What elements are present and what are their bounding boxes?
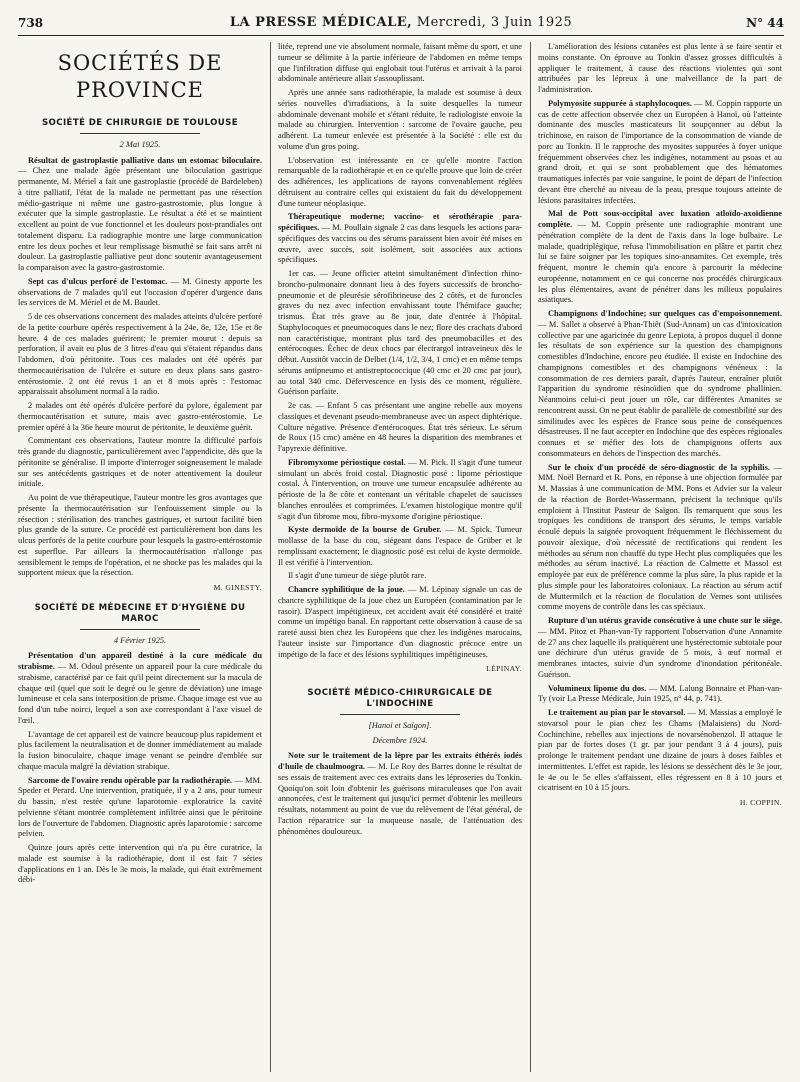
paragraph (538, 616, 782, 681)
issue-number: N° 44 (746, 16, 784, 30)
article-text: — M. Spick. Tumeur mollasse de la base du cou, siégeant dans l'espace de Grüber et le remplissant exactement; le diagnostic posé est celui de kyste dermoïde. Il est vérifié à l'intervention. (278, 525, 522, 567)
paragraph (278, 212, 522, 266)
paragraph (538, 463, 782, 614)
paragraph: L'observation est intéressante en ce qu'elle montre l'action remarquable de la radiothérapie et en ce qu'elle prouve que loin de créer des adhérences, les applications de rayons convenablement réglées détruisent au contraire celles qui existaient du fait du développement d'une tumeur néoplasique. (278, 155, 522, 208)
society-place: [Hanoï et Saïgon]. (368, 720, 432, 730)
signature: LÉPINAY. (486, 664, 522, 674)
paragraph (278, 525, 522, 568)
paragraph: 5 de ces observations concernent des malades atteints d'ulcère perforé de la petite courbure opérés respectivement à la 24e, 8e, 12e, 15e et 8e heure. 4 de ces malades guérirent; le premier mourut : depuis sa perforation, il avait eu plus de 3 litres d'eau qui s'étaient répandus dans l'abdomen, d'où péritonite. Tous ces malades ont été opérés par thermocautérisation de l'ulcère et suture en deux plans sans gastro-entérostomie. 2 ont été revus 1 an et 8 mois après : l'estomac apparaissait absolument normal à la radio. (18, 312, 262, 397)
session-date: Décembre 1924. (372, 735, 428, 745)
column-3 (538, 42, 782, 1072)
paragraph: 1er cas. — Jeune officier atteint simultanément d'infection rhino-broncho-pulmonaire donnant lieu à des foyers successifs de broncho-pneumonie et de pleurésie sérofibrineuse des 2 côtés, et de furoncles graves du nez avec infection envahissant toute l'hémiface gauche; trismus. État très grave au 8e jour, date d'entrée à l'hôpital. Staphylocoques et pneumocoques dans le nez; flore des crachats d'abord non caractéristique, montrant plus tard des pneumobacilles et des entérocoques. Échec de deux chocs par électrargol intraveineux dès le début. Aussitôt vaccin de Delbet (1/4, 1/2, 3/4, 1 cmc) et en même temps sérums antipneumo et antistreptococcique (40 cmc et 20 cmc par jour), au total 340 cmc. Défervescence en lysis dès ce moment, régulière. Guérison parfaite. (278, 269, 522, 397)
article-heading: Le traitement au pian par le stovarsol. (548, 708, 686, 717)
page-header (18, 10, 784, 36)
article-text: — MM. Lalung Bonnaire et Phan-van-Ty (voir La Presse Médicale, Juin 1925, n° 44, p. 741). (538, 683, 782, 704)
paragraph: 2e cas. — Enfant 5 cas présentant une angine rebelle aux moyens classiques et devenant pseudo-membraneuse avec un aspect diphtérique. Culture négative. Présence d'entérocoques. État très sérieux. Le sérum de Roux (15 cmc) amène en 48 heures la disparition des membranes et l'apyrexie définitive. (278, 401, 522, 453)
paragraph (538, 684, 782, 706)
column-1 (18, 42, 262, 1072)
column-divider (270, 42, 271, 1072)
paragraph (538, 209, 782, 306)
paragraph (18, 651, 262, 726)
article-text: — M. Ginesty apporte les observations de 7 malades qu'il eut l'occasion d'opérer d'urgence dans les services de M. Mériel et de M. Baudet. (18, 276, 262, 308)
article-heading: Fibromyxome périostique costal. (288, 457, 406, 467)
section-title: SOCIÉTÉS DE PROVINCE (57, 51, 223, 102)
article-text: — M. Odoul présente un appareil pour la cure médicale du strabisme, caractérisé par ce fait qu'il peint directement sur la macula de chaque œil (quel que soit le degré ou le genre de déviation) une image lumineuse et cela sans interposition de prisme. Chaque image est vue au fond d'un tube noirci, lequel a son axe correspondant à l'axe visuel de l'œil. (18, 662, 262, 725)
paragraph: Il s'agit d'une tumeur de siège plutôt rare. (288, 571, 427, 581)
article-text: — Chez une malade âgée présentant une biloculation gastrique permanente, M. Mériel a fait une gastroplastie (procédé de Bardeleben) à titre palliatif, l'état de la malade ne permettant pas une résection médio-gastrique ni même une gastro-gastrostomie, plus longue à exécuter que la simple gastroplastie. Le résultat a été et se maintient excellent au point de vue fonctionnel et les douleurs post-prandiales ont totalement disparu. La radiographie montre une large communication entre les deux poches et leur remplissage bismuthé se fait sans arrêt ni douleur. La gastroplastie palliative peut donc soutenir avantageusement la comparaison avec la gastro-gastrostomie. (18, 166, 262, 272)
society-title: SOCIÉTÉ MÉDICO-CHIRURGICALE DE L'INDOCHINE (307, 687, 493, 709)
article-text: — M. Coppin rapporte un cas de cette affection observée chez un Européen à Hanoï, où l'atteinte dominante des muscles masticateurs lit soupçonner au début la trichinose, en raison de l'importance de la consommation de viande de porc au Tonkin. Il le rapproche des myosites suppurées à foyer unique fréquemment observées chez les indigènes, notamment au psoas et au grand droit, et qui se sont probablement que des hématomes traumatiques infectés par voie sanguine, le point de départ de l'infection devant être cherché au niveau de la peau, presque toujours atteinte de lésions parasitaires infectées. (538, 98, 782, 205)
article-text: — MM. Speder et Perard. Une intervention, pratiquée, il y a 2 ans, pour tumeur du bassin, n'est restée qu'une laparotomie exploratrice la cavité pelvienne s'étant montrée complètement infiltrée ainsi que le péritoine lors de l'ouverture de l'abdomen. Diagnostic après laparotomie : sarcome pelvien. (18, 775, 262, 839)
paragraph (278, 585, 522, 660)
page-number: 738 (18, 16, 44, 30)
paragraph (18, 277, 262, 309)
session-date: 4 Février 1925. (113, 635, 167, 645)
paragraph (538, 708, 782, 794)
society-title: SOCIÉTÉ DE CHIRURGIE DE TOULOUSE (41, 117, 239, 128)
paragraph: Après une année sans radiothérapie, la malade est soumise à deux séries nouvelles d'irradiations, à la suite desquelles la tumeur abdominale devenant mobile et s'étant réduite, le radiologiste envoie la malade au chirurgien. Intervention : sarcome de l'ovaire gauche, peu adhérent. La tumeur enlevée est présentée à la Société : elle est du volume d'un gros poing. (278, 88, 522, 151)
article-heading: Kyste dermoïde de la bourse de Gruber. (288, 525, 442, 535)
article-text: — MM. Pitoz et Phan-van-Ty rapportent l'observation d'une Annamite de 27 ans chez laquelle ils pratiquèrent une hystérectomie subtotale pour une déchirure d'un utérus gravide de 5 mois, à œuf normal et membranes intactes, suivie d'un syndrome d'inondation péritonéale. Guérison. (538, 626, 782, 679)
paragraph (18, 156, 262, 274)
paragraph (538, 309, 782, 460)
article-heading: Note sur le traitement de la lèpre par les extraits éthérés iodés d'huile de chaulmoogra. (278, 751, 522, 772)
journal-title (18, 15, 784, 30)
paragraph: L'amélioration des lésions cutanées est plus lente à se faire sentir et moins constante. On éprouve au Tonkin d'assez grosses difficultés à appliquer le traitement, à cause des réactions violentes qui sont attribuées par les lépreux à une malveillance de la part de l'administration. (538, 42, 782, 94)
article-heading: Chancre syphilitique de la joue. (288, 585, 405, 594)
newspaper-page (18, 10, 784, 1076)
title-rule (80, 133, 200, 134)
article-heading: Sur le choix d'un procédé de séro-diagnostic de la syphilis. (548, 462, 770, 472)
article-heading: Champignons d'Indochine; sur quelques cas d'empoisonnement. (548, 309, 782, 318)
article-heading: Sarcome de l'ovaire rendu opérable par la radiothérapie. (28, 775, 233, 785)
paragraph: Au point de vue thérapeutique, l'auteur montre les gros avantages que présente la thermocautérisation sur l'enfouissement simple ou la résection : stérilisation des tranches gastriques, et surtout facilité bien plus grande de la suture. Ce procédé est particulièrement bon dans les ulcus perforés de la petite courbure pour lesquels la gastro-entérostomie est superflue. Par ailleurs la thermocautérisation n'allonge pas sensiblement le temps de l'opération, et ne shocke pas les malades qui la supportent mieux que la résection. (18, 493, 262, 578)
society-title: SOCIÉTÉ DE MÉDECINE ET D'HYGIÈNE DU MAROC (34, 602, 246, 624)
article-text: — M. Lépinay signale un cas de chancre syphilitique de la joue chez un Européen (contamination par le rasoir). D'aspect impétigineux, cet accident avait été considéré et traité comme un impétigo banal. En rapportant cette observation à cause de sa rareté aussi bien chez les Européens que chez les indigènes marocains, l'auteur insiste sur l'importance d'un diagnostic précoce entre un impétigo de la face et des lésions syphilitiques impétigineuses. (278, 585, 522, 659)
title-rule (80, 629, 200, 630)
issue-date: Mercredi, 3 Juin 1925 (412, 15, 573, 30)
article-heading: Volumineux lipome du dos. (548, 683, 647, 693)
paragraph: L'avantage de cet appareil est de vaincre beaucoup plus rapidement et plus facilement la neutralisation et de donner immédiatement au malade la fusion binoculaire, chaque image venant se peindre d'emblée sur chaque macula malgré la déviation strabique. (18, 729, 262, 771)
signature: M. GINESTY. (213, 583, 262, 592)
article-heading: Rupture d'un utérus gravide consécutive à une chute sur le siège. (548, 616, 782, 625)
article-heading: Présentation d'un appareil destiné à la cure médicale du strabisme. (18, 651, 262, 672)
paragraph (538, 99, 782, 207)
title-rule (340, 714, 460, 715)
article-text: — M. Pick. Il s'agit d'une tumeur simulant un abcès froid costal. Diagnostic posé : lipome périostique costal. À l'intervention, on trouve une tumeur encapsulée adhérente au périoste de la 8e côte et contenant un véritable chapelet de saucisses blanches enroulées et comprimées. L'examen histologique montre qu'il s'agit d'un fibrome mou, fibro-myxome d'origine périostique. (278, 457, 522, 521)
article-text: — M. Massias a employé le stovarsol pour le pian chez les Chams (Malaisiens) du Nord-Cochinchine, rebelles aux injections de novarsénobenzol. Il attaque le pian par de fortes doses (1 gr. par jour pendant 3 à 4 jours), puis prolonge le traitement pendant une dizaine de jours à doses faibles et intermittentes. L'effet est rapide, les lésions se dessèchent dès le 3e jour, le 4e ou le 5e elles s'affaissent, elles régressent en 8 à 10 jours et cicatrisent en 10 à 15 jours. (538, 708, 782, 793)
paragraph: 2 malades ont été opérés d'ulcère perforé du pylore, également par thermocautérisation et suture, mais avec gastro-entérostomie. Le premier opéré à la 36e heure mourut de péritonite, le deuxième guérit. (18, 401, 262, 432)
article-text: — M. Coppin présente une radiographie montrant une pénétration complète de la dent de l'axis dans la loge bulbaire. Le malade, quadriplégique, refusa l'immobilisation en plâtre et partit chez lui se faire soigner par les topiques sino-annamites. Cet exemple, très fréquent, montre le chemin qu'a encore à parcourir la médecine européenne, notamment en ce qui concerne nos procédés chirurgicaux les plus élémentaires, avant de pénétrer dans les milieux populaires asiatiques. (538, 220, 782, 305)
article-text: — M. Le Roy des Barres donne le résultat de ses essais de traitement avec ces extraits dans les léproseries du Tonkin. Quoiqu'on soit loin d'obtenir les guérisons miraculeuses que l'on avait annoncées, c'est le traitement qui jusqu'ici permet d'obtenir les meilleurs résultats, notamment au point de vue du relèvement de l'état général, de l'action réparatrice sur la muqueuse nasale, de l'atténuation des phénomènes douloureux. (278, 762, 522, 836)
paragraph (278, 751, 522, 837)
paragraph: litée, reprend une vie absolument normale, faisant même du sport, et une tumeur se délimite à la partie inférieure de l'abdomen en même temps que l'infiltration diffuse qui englobait tout l'utérus et arrivait à la paroi abdominale antérieure allait s'assouplissant. (278, 42, 522, 84)
article-text: — M. Sallet a observé à Phan-Thiêt (Sud-Annam) un cas d'intoxication collective par une agaricinée du genre Lepiota, à propos duquel il donne les résultats de son expérience sur la question des champignons comestibles d'Indochine, encore peu étudiée. Il existe en Indochine des champignons comestibles et des champignons vénéneux : la consommation de ces derniers paraît, d'après l'auteur, entraîner plutôt l'apparition du syndrome résinoïdien que du syndrome phallinien. Néanmoins celui-ci peut jouer un rôle, car différentes Amanites se rencontrent aussi. On ne peut établir de parallèle de comestibilité sur des similitudes avec les espèces de France sous peine de conséquences désastreuses. Il ne faut accepter en Indochine que des espèces régionales connues et se méfier des lots de champignons offerts aux consommateurs en dehors de l'inspection des marchés. (538, 319, 782, 458)
column-2 (278, 42, 522, 1072)
paragraph: Quinze jours après cette intervention qui n'a pu être curatrice, la malade est soumise à la radiothérapie, dont il est fait 7 séries d'applications en 1 an. Dès le 3e mois, la malade, qui était extrêmement débi- (18, 843, 262, 885)
columns (18, 42, 784, 1072)
signature: H. COPPIN. (739, 798, 782, 807)
paragraph: Commentant ces observations, l'auteur montre la difficulté parfois très grande du diagnostic, particulièrement avec l'appendicite, dès que la péritonite se généralise. Il importe d'interroger soigneusement le malade sur ses antécédents gastriques et de noter attentivement la douleur initiale. (18, 436, 262, 489)
article-text: — MM. Noël Bernard et R. Pons, en réponse à une objection formulée par M. Massias à une communication de MM. Pons et Advier sur la valeur de la réaction de Bordet-Wassermann, précisent la technique qu'ils emploient à l'Institut Pasteur de Saïgon. Ils remarquent que sous les tropiques les conditions de transport des sérums, le temps variable écoulé depuis la saignée provoquent fréquemment le fléchissement du pouvoir alexique, d'où nécessité de rectifications qui rendent les méthodes au sérum non chauffé du type Hecht plus compliquées que les méthodes au sérum inactivé. La réaction de Calmette et Massol est employée par eux de préférence comme la plus sûre, la plus rapide et la plus simple pour les laboratoires coloniaux. La réaction au sérum actif de Muttermilch et la réaction de floculation de Vernes sont utilisées comme moyens de contrôle dans les cas spéciaux. (538, 462, 782, 612)
journal-name: LA PRESSE MÉDICALE, (229, 15, 413, 30)
article-heading: Thérapeutique moderne; vaccino- et sérothérapie para-spécifiques. (278, 212, 522, 232)
paragraph (278, 458, 522, 523)
session-date: 2 Mai 1925. (119, 139, 161, 149)
column-divider (530, 42, 531, 1072)
paragraph (18, 776, 262, 841)
article-text: — M. Poullain signale 2 cas dans lesquels les actions para-spécifiques des vaccins ou des sérums paraissent bien avoir été mises en œuvre, avec succès, soit isolément, soit associées aux actions spécifiques. (278, 223, 522, 265)
article-heading: Sept cas d'ulcus perforé de l'estomac. (28, 276, 168, 286)
article-heading: Mal de Pott sous-occipital avec luxation atloïdo-axoïdienne complète. (538, 209, 782, 229)
article-heading: Polymyosite suppurée à staphylocoques. (548, 98, 692, 108)
article-heading: Résultat de gastroplastie palliative dans un estomac biloculaire. (28, 155, 262, 165)
